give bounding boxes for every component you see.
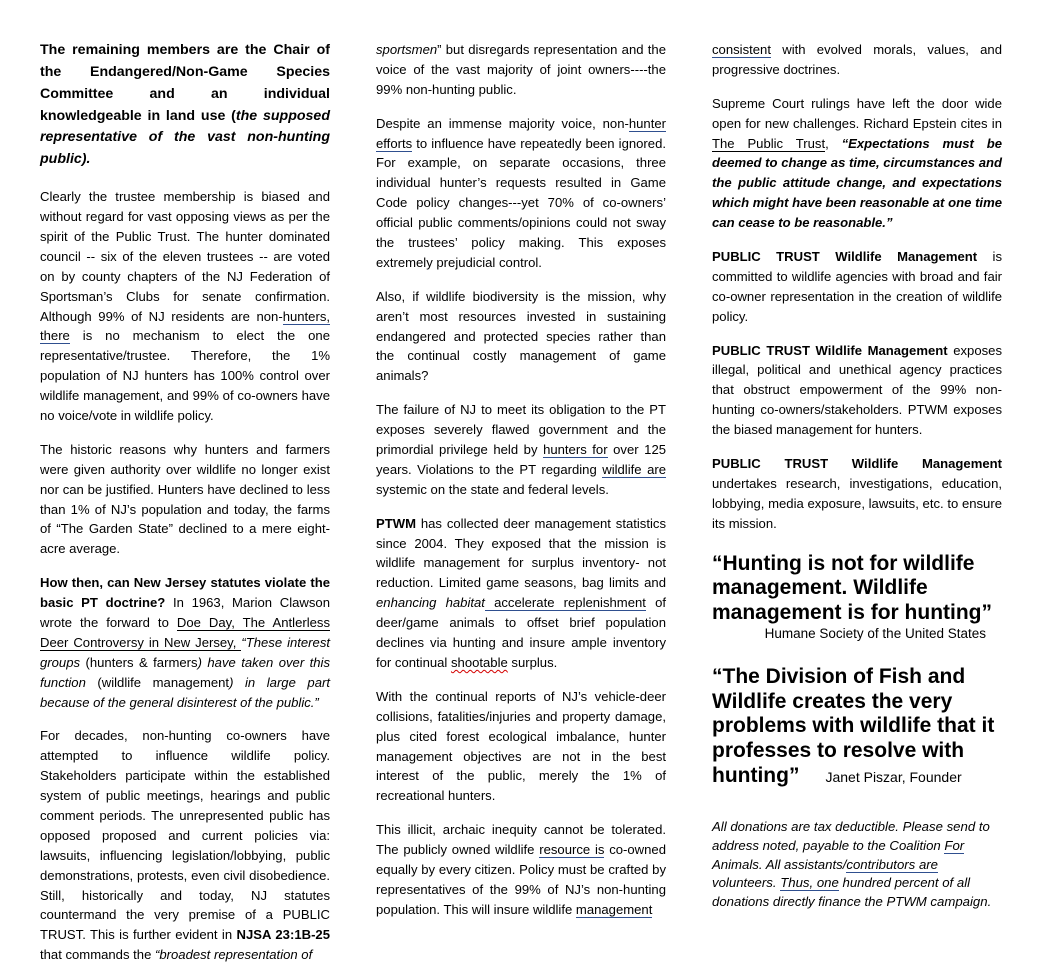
donations-footnote: [712, 818, 1002, 912]
text-run: over 125 years. Violations to the PT regarding: [376, 442, 667, 477]
pull-quote-2-text: [712, 665, 1002, 788]
grammar-flag-hunter-efforts: hunter efforts: [376, 115, 666, 151]
text-run: that commands the: [40, 947, 155, 963]
publication-title-the-public-trust: The Public Trust: [712, 135, 826, 151]
paragraph-trustee-bias: [40, 187, 330, 426]
ptwm-bold-lead: PUBLIC TRUST Wildlife Management: [712, 342, 948, 358]
text-run: systemic on the state and federal levels.: [376, 481, 609, 497]
paragraph-majority-voice-ignored: [376, 114, 666, 273]
text-run: is committed to wildlife agencies with broad and fair co-owner representation in the creation of wildlife policy.: [712, 249, 1003, 324]
text-run: (wildlife management: [97, 674, 230, 690]
text-run: to influence have repeatedly been ignored. For example, on separate occasions, three individual hunter’s requests resulted in Game Code policy changes---yet 70% of co-owners’ official public comments/opinions could not sway the trustees’ policy making. This exposes extremely prejudicial control.: [376, 135, 666, 270]
pull-quote-2: [712, 665, 1002, 788]
quote-run: ) have taken over this function: [40, 654, 331, 690]
text-run: undertakes research, investigations, education, lobbying, media exposure, lawsuits, etc. to ensure its mission.: [712, 475, 1002, 531]
text-run: Clearly the trustee membership is biased and without regard for vast opposing views as per the spirit of the Public Trust. The hunter dominated council -- six of the eleven trustees -- are voted on by county chapters of the NJ Federation of Sportsman’s Clubs for senate confirmation. Although 99% of NJ residents are non-: [40, 189, 330, 324]
grammar-flag-management: management: [575, 901, 653, 917]
paragraph-vehicle-deer-collisions: With the continual reports of NJ’s vehicle-deer collisions, fatalities/injuries and property damage, plus cited forest ecological imbalance, hunter management objectives are not in the best interest of the public, merely the 1% of recreational hunters.: [376, 688, 666, 804]
text-run: Despite an immense majority voice, non-: [376, 115, 629, 131]
paragraph-consistent-continuation: [712, 40, 1002, 80]
quote-run-end: sportsmen: [376, 42, 438, 57]
text-run: ” but disregards representation and the voice of the vast majority of joint owners----the 99% non-hunting public.: [376, 42, 666, 97]
text-run: hundred percent of all donations directly finance the PTWM campaign.: [712, 875, 992, 910]
grammar-flag-thus-one: Thus, one: [780, 875, 839, 891]
spelling-flag-shootable: shootable: [450, 654, 508, 670]
grammar-flag-for: For: [944, 837, 965, 853]
text-run: All donations are tax deductible. Please send to address noted, payable to the Coalition: [712, 819, 990, 853]
epstein-quotation: “Expectations must be deemed to change as time, circumstances and the public attitude change, and expectations which might have been reasonable at one time can cease to be reasonable.”: [712, 135, 1002, 231]
text-run: For decades, non-hunting co-owners have attempted to influence wildlife policy. Stakeholders participate within the established system of public meetings, hearings and public comment periods. The unrepresented public has opposed proposed and current policies via: lawsuits, influencing legislation/lobbying, public demonstrations, protests, even civil disobedience. Still, historically and today, NJ statutes countermand the very premise of a PUBLIC TRUST. This is further evident in: [40, 728, 330, 943]
grammar-flag-hunters-there: hunters, there: [40, 308, 330, 344]
quote-run: “These interest groups: [40, 634, 331, 670]
paragraph-sportsmen-continuation: [376, 40, 666, 100]
text-run: with evolved morals, values, and progressive doctrines.: [712, 42, 1002, 77]
ptwm-bold-lead: PUBLIC TRUST Wildlife Management: [712, 456, 1002, 472]
paragraph-decades-coowners: [40, 726, 330, 965]
column-3: [712, 40, 1002, 912]
grammar-flag-wildlife-are: wildlife are: [602, 461, 666, 477]
paragraph-ptwm-undertakes: [712, 454, 1002, 534]
text-run: of deer/game animals to offset brief population declines via hunting and insure ample inventory for continual: [376, 595, 667, 670]
text-run: This illicit, archaic inequity cannot be tolerated. The publicly owned wildlife: [376, 822, 666, 858]
paragraph-ptwm-statistics: [376, 514, 666, 673]
text-run: surplus.: [507, 654, 558, 670]
quote-run: ) in large part because of the general disinterest of the public.”: [40, 674, 330, 710]
grammar-flag-resource-is: resource is: [539, 842, 605, 858]
ptwm-bold-lead: PUBLIC TRUST Wildlife Management: [712, 249, 978, 265]
paragraph-ptwm-exposes: [712, 341, 1002, 440]
text-run: The failure of NJ to meet its obligation to the PT exposes severely flawed government and the primordial privilege held by: [376, 402, 666, 458]
column-1: [40, 40, 330, 979]
paragraph-biodiversity-question: Also, if wildlife biodiversity is the mission, why aren’t most resources invested in sustaining endangered and protected species rather than the continual costly management of game animals?: [376, 288, 666, 384]
lead-paragraph: [40, 40, 330, 171]
paragraph-ptwm-committed: [712, 247, 1002, 327]
grammar-flag-consistent: consistent: [712, 42, 771, 57]
text-run: Animals. All assistants/: [712, 856, 847, 872]
book-title-citation: Doe Day, The Antlerless Deer Controversy in New Jersey,: [40, 614, 330, 650]
pull-quote-1-attribution: Humane Society of the United States: [764, 626, 986, 642]
paragraph-pt-failure: [376, 400, 666, 499]
text-run: has collected deer management statistics since 2004. They exposed that the mission is wildlife management for surplus inventory- not reduction. Limited game seasons, bag limits and: [376, 515, 666, 591]
paragraph-historic-reasons: The historic reasons why hunters and farmers were given authority over wildlife no longer exist nor can be justified. Hunters have declined to less than 1% of NJ’s population and today, the farms of “The Garden State” declined to a mere eight-acre average.: [40, 441, 330, 557]
italic-run: enhancing habitat: [376, 595, 485, 611]
lead-bold-italic-text: the supposed representative of the vast non-hunting public).: [40, 107, 330, 168]
grammar-flag-hunters-for: hunters for: [543, 442, 608, 458]
text-run: In 1963, Marion Clawson wrote the forward to: [40, 595, 330, 630]
text-run: exposes illegal, political and unethical agency practices that obstruct empowerment of the 99% non-hunting co-owners/stakeholders. PTWM exposes the biased management for hunters.: [712, 342, 1002, 438]
text-run: volunteers.: [712, 875, 781, 891]
column-2: [376, 40, 666, 934]
text-run: co-owned equally by every citizen. Policy must be crafted by representatives of the 99% of NJ’s non-hunting population. This will insure wildlife: [376, 842, 666, 917]
pull-quote-1-text: “Hunting is not for wildlife management. Wildlife management is for hunting”: [712, 551, 993, 624]
question-bold-lead: How then, can New Jersey statutes violate the basic PT doctrine?: [40, 575, 330, 611]
quote-run-continues: “broadest representation of: [155, 947, 313, 963]
text-run: ,: [825, 135, 842, 151]
text-run: Supreme Court rulings have left the door wide open for new challenges. Richard Epstein cites in: [712, 95, 1002, 131]
pull-quote-1: [712, 552, 1002, 642]
grammar-flag-accelerate-replenishment: accelerate replenishment: [484, 595, 646, 611]
ptwm-bold-lead: PTWM: [376, 515, 416, 531]
pull-quote-2-body: “The Division of Fish and Wildlife creates the very problems with wildlife that it professes to resolve with hunting”: [712, 665, 995, 787]
text-run: (hunters & farmers: [85, 654, 198, 670]
paragraph-pt-doctrine: [40, 573, 330, 712]
three-column-layout: [40, 40, 1001, 979]
lead-bold-text: The remaining members are the Chair of the Endangered/Non-Game Species Committee and an individual knowledgeable in land use (: [40, 42, 330, 124]
grammar-flag-contributors-are: contributors are: [846, 856, 938, 872]
statute-reference: NJSA 23:1B-25: [236, 927, 330, 943]
paragraph-supreme-court-epstein: [712, 94, 1002, 233]
text-run: is no mechanism to elect the one representative/trustee. Therefore, the 1% population of NJ hunters has 100% control over wildlife management, and 99% of co-owners have no voice/vote in wildlife policy.: [40, 328, 330, 423]
paragraph-illicit-inequity: [376, 820, 666, 919]
pull-quote-2-attribution: Janet Piszar, Founder: [825, 768, 962, 785]
